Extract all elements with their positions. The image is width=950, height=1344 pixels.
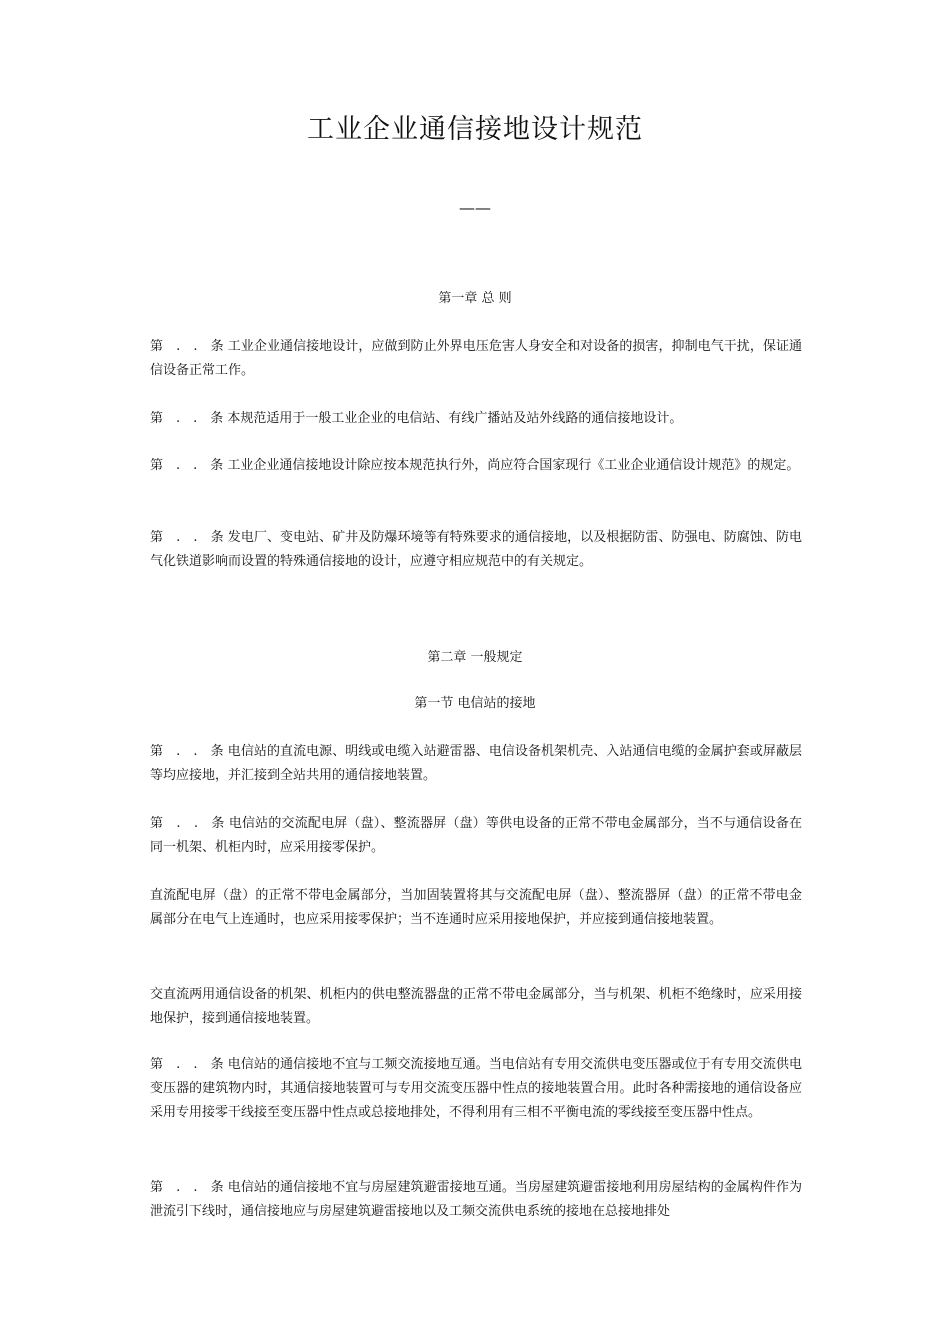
article-text: 电信站的通信接地不宜与房屋建筑避雷接地互通。当房屋建筑避雷接地利用房屋结构的金属构件作为泄流引下线时，通信接地应与房屋建筑避雷接地以及工频交流供电系统的接地在总接地排处 [150,1180,802,1219]
article-text: 本规范适用于一般工业企业的电信站、有线广播站及站外线路的通信接地设计。 [223,411,683,426]
chapter-2-heading: 第二章 一般规定 [427,650,523,665]
article-text: 发电厂、变电站、矿井及防爆环境等有特殊要求的通信接地，以及根据防雷、防强电、防腐蚀、防电气化铁道影响而设置的特殊通信接地的设计，应遵守相应规范中的有关规定。 [150,530,802,569]
article-number: 第 . . 条 [150,458,224,473]
chapter-1-heading: 第一章 总 则 [438,291,512,306]
article-number: 第 . . 条 [150,411,224,426]
body-paragraph [150,884,802,932]
article-paragraph [150,407,802,431]
title-dash-mark: —— [459,198,491,217]
article-paragraph [150,1053,802,1125]
article-number: 第 . . 条 [150,816,225,831]
paragraph-text: 直流配电屏（盘）的正常不带电金属部分，当加固装置将其与交流配电屏（盘）、整流器屏（盘）的正常不带电金属部分在电气上连通时，也应采用接零保护；当不连通时应采用接地保护，并应接到通信接地装置。 [150,888,802,927]
article-number: 第 . . 条 [150,530,224,545]
article-paragraph [150,335,802,383]
article-number: 第 . . 条 [150,744,224,759]
article-text: 电信站的通信接地不宜与工频交流接地互通。当电信站有专用交流供电变压器或位于有专用交流供电变压器的建筑物内时，其通信接地装置可与专用交流变压器中性点的接地装置合用。此时各种需接地的通信设备应采用专用接零干线接至变压器中性点或总接地排处，不得利用有三相不平衡电流的零线接至变压器中性点。 [150,1057,802,1120]
article-paragraph [150,526,802,574]
article-text: 工业企业通信接地设计除应按本规范执行外，尚应符合国家现行《工业企业通信设计规范》的规定。 [223,458,800,473]
document-title: 工业企业通信接地设计规范 [307,114,643,145]
article-paragraph [150,454,802,478]
article-text: 电信站的直流电源、明线或电缆入站避雷器、电信设备机架机壳、入站通信电缆的金属护套或屏蔽层等均应接地，并汇接到全站共用的通信接地装置。 [150,744,802,783]
section-1-heading: 第一节 电信站的接地 [414,696,536,711]
article-number: 第 . . 条 [150,1180,224,1195]
article-number: 第 . . 条 [150,339,224,354]
article-text: 电信站的交流配电屏（盘）、整流器屏（盘）等供电设备的正常不带电金属部分，当不与通信设备在同一机架、机柜内时，应采用接零保护。 [150,816,802,855]
article-paragraph [150,812,802,860]
article-paragraph [150,740,802,788]
body-paragraph [150,983,802,1031]
article-number: 第 . . 条 [150,1057,224,1072]
article-text: 工业企业通信接地设计，应做到防止外界电压危害人身安全和对设备的损害，抑制电气干扰，保证通信设备正常工作。 [150,339,802,378]
article-paragraph [150,1176,802,1224]
paragraph-text: 交直流两用通信设备的机架、机柜内的供电整流器盘的正常不带电金属部分，当与机架、机柜不绝缘时，应采用接地保护，接到通信接地装置。 [150,987,802,1026]
